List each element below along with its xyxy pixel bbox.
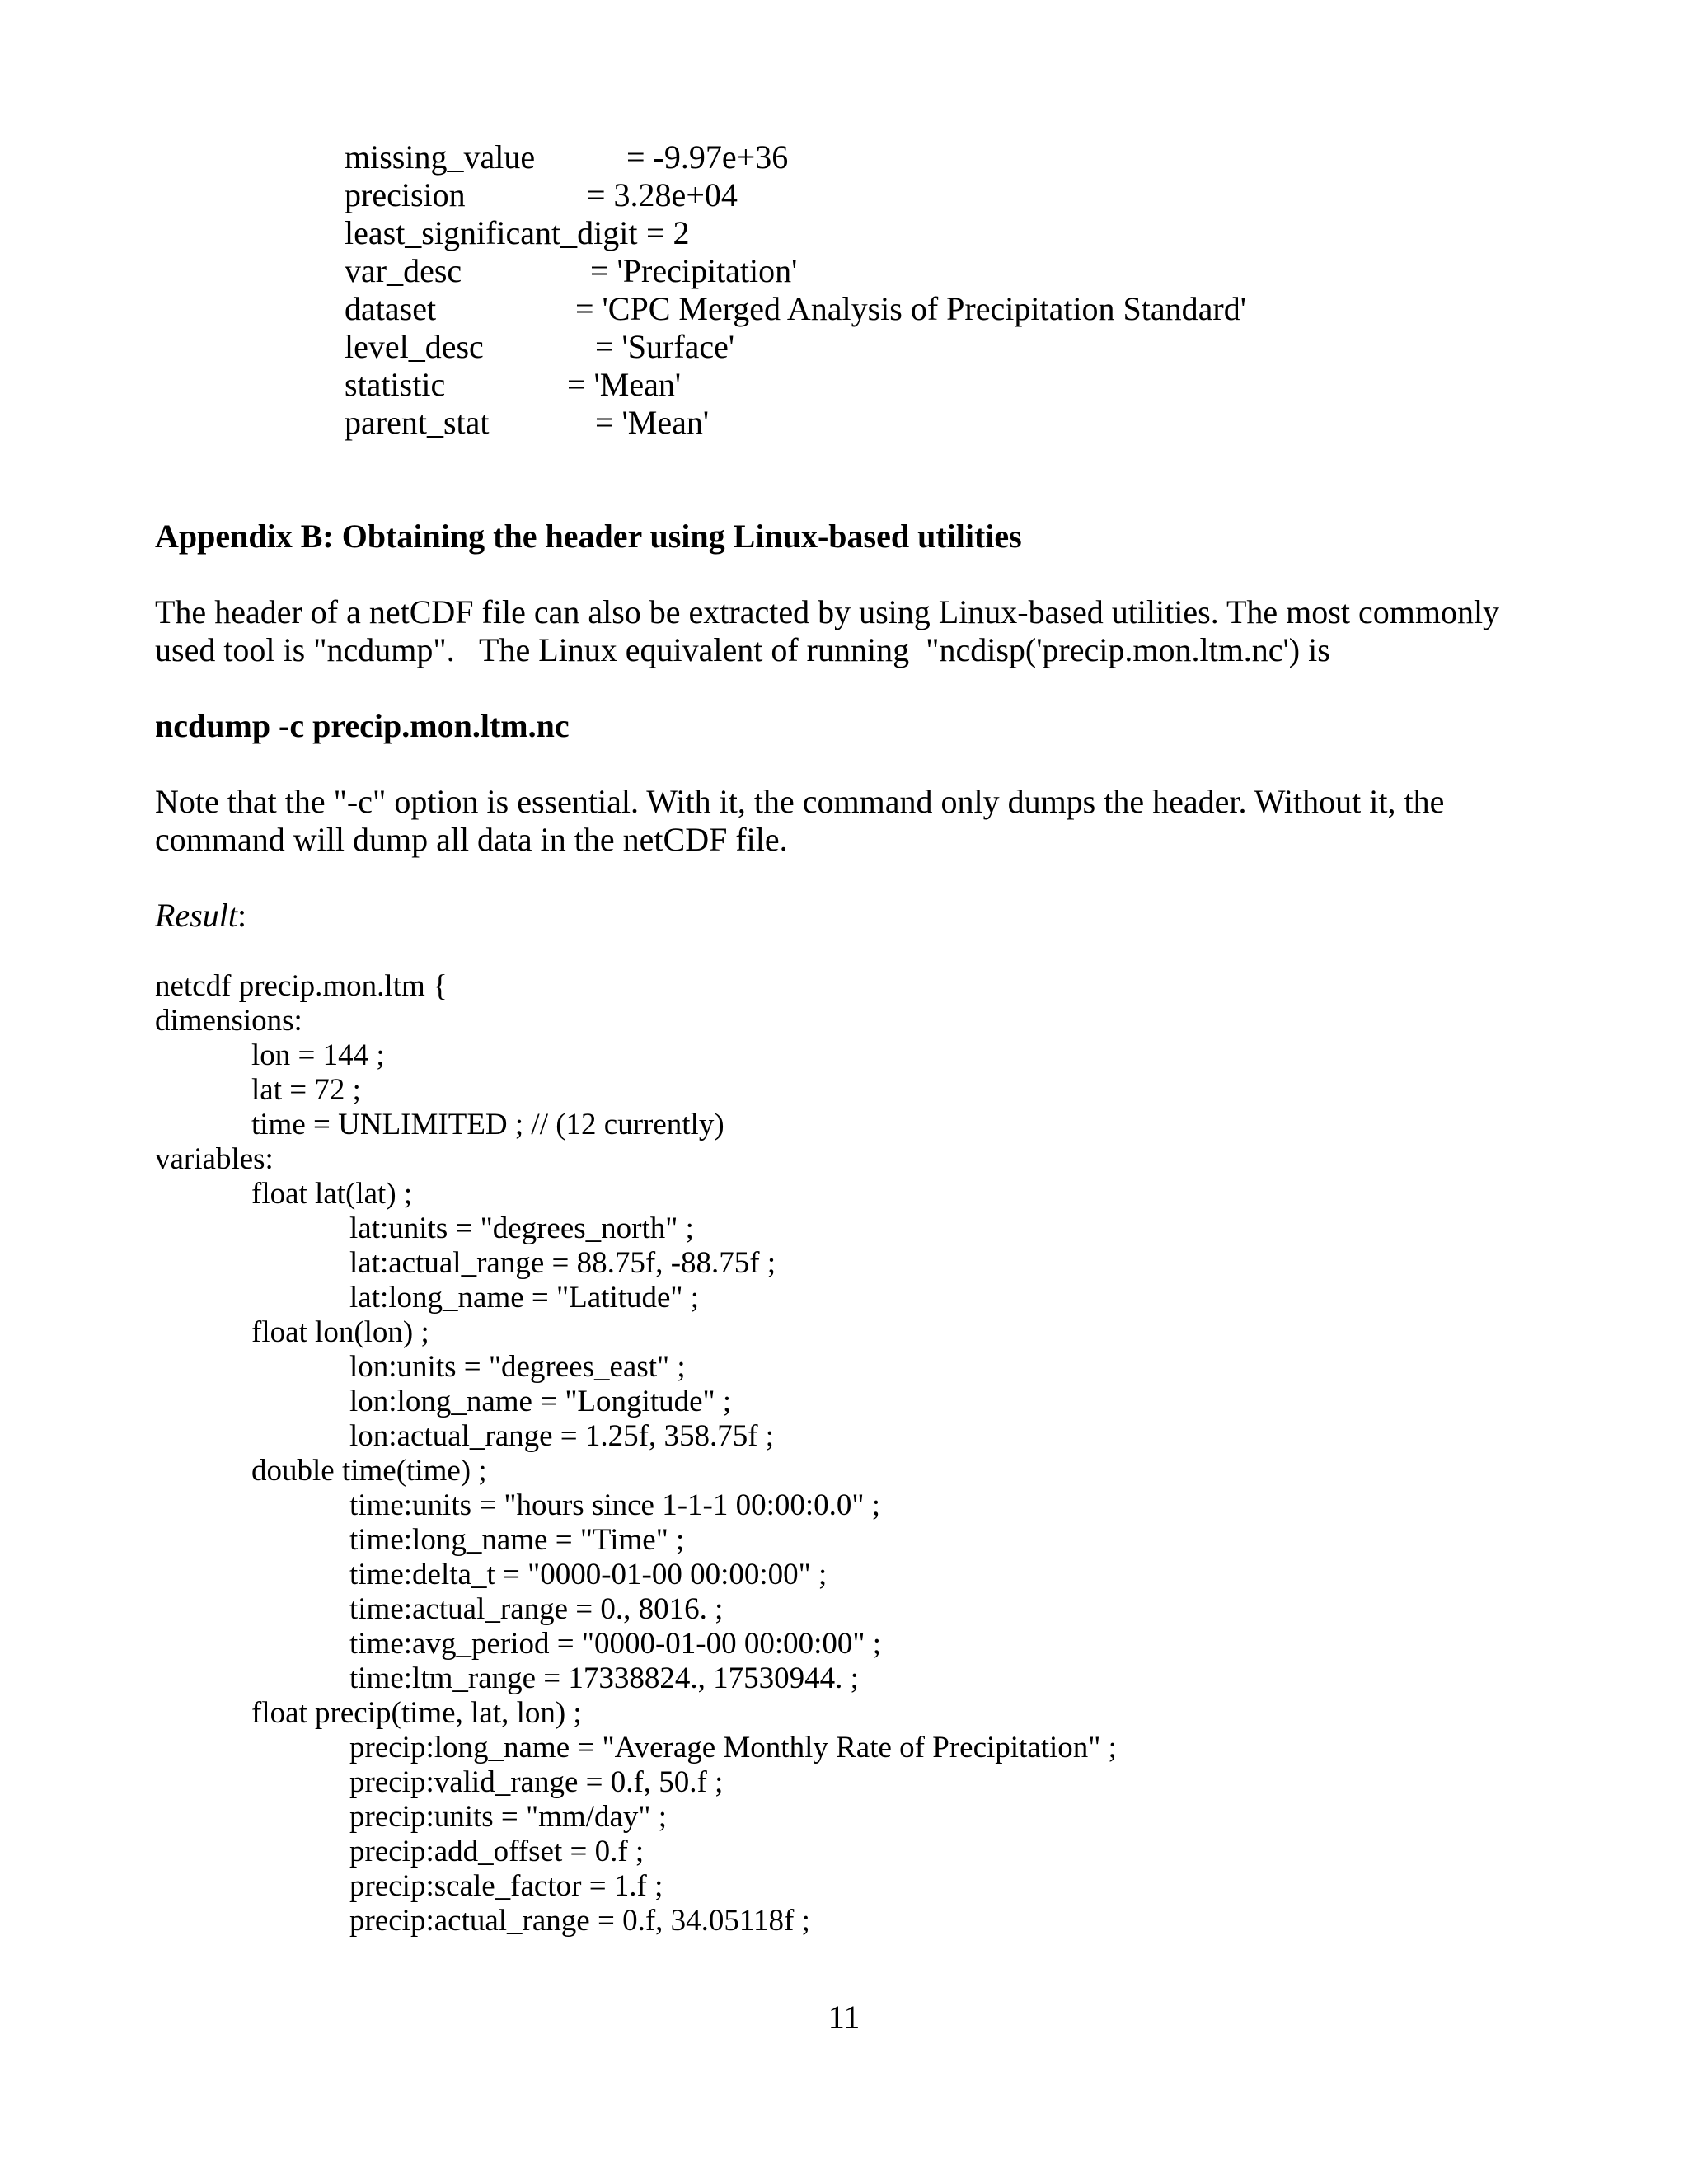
attr-name-level-desc: level_desc <box>345 328 484 365</box>
code-line: time:delta_t = "0000-01-00 00:00:00" ; <box>349 1558 828 1591</box>
code-line: lat:actual_range = 88.75f, -88.75f ; <box>349 1246 776 1280</box>
code-line: float lon(lon) ; <box>251 1315 429 1349</box>
code-line: float precip(time, lat, lon) ; <box>251 1696 582 1730</box>
appendix-heading: Appendix B: Obtaining the header using Linux-based utilities <box>155 518 1022 555</box>
code-line: lat:long_name = "Latitude" ; <box>349 1281 700 1315</box>
attr-name-dataset: dataset <box>345 290 437 327</box>
attr-value-dataset: = 'CPC Merged Analysis of Precipitation Standard' <box>575 290 1246 327</box>
intro-paragraph-line-1: The header of a netCDF file can also be extracted by using Linux-based utilities. The most commonly <box>155 593 1500 630</box>
code-line: precip:actual_range = 0.f, 34.05118f ; <box>349 1904 810 1938</box>
code-line: netcdf precip.mon.ltm { <box>155 969 448 1003</box>
attr-value-level-desc: = 'Surface' <box>595 328 735 365</box>
attr-name-parent-stat: parent_stat <box>345 404 490 441</box>
code-line: lat = 72 ; <box>251 1073 361 1107</box>
result-label-text: Result <box>155 897 237 934</box>
intro-paragraph-line-2: used tool is "ncdump". The Linux equivalent of running "ncdisp('precip.mon.ltm.nc') is <box>155 631 1330 668</box>
code-line: lon:long_name = "Longitude" ; <box>349 1385 732 1418</box>
code-line: time:units = "hours since 1-1-1 00:00:0.0" ; <box>349 1488 881 1522</box>
attr-value-statistic: = 'Mean' <box>567 366 682 403</box>
code-line: lon:actual_range = 1.25f, 358.75f ; <box>349 1419 775 1453</box>
attr-name-least-significant-digit: least_significant_digit <box>345 214 638 251</box>
code-line: time = UNLIMITED ; // (12 currently) <box>251 1108 724 1141</box>
attr-name-statistic: statistic <box>345 366 446 403</box>
code-line: precip:scale_factor = 1.f ; <box>349 1869 663 1903</box>
attr-name-var-desc: var_desc <box>345 252 462 289</box>
code-line: time:long_name = "Time" ; <box>349 1523 685 1557</box>
code-line: precip:long_name = "Average Monthly Rate of Precipitation" ; <box>349 1731 1117 1765</box>
code-line: time:avg_period = "0000-01-00 00:00:00" ; <box>349 1627 882 1661</box>
code-line: lat:units = "degrees_north" ; <box>349 1212 694 1245</box>
note-paragraph-line-2: command will dump all data in the netCDF file. <box>155 821 788 858</box>
ncdump-command: ncdump -c precip.mon.ltm.nc <box>155 707 570 744</box>
note-paragraph-line-1: Note that the "-c" option is essential. With it, the command only dumps the header. Without it, the <box>155 783 1445 820</box>
attr-value-var-desc: = 'Precipitation' <box>590 252 798 289</box>
code-line: precip:add_offset = 0.f ; <box>349 1835 645 1868</box>
result-label-colon: : <box>237 897 247 934</box>
attr-value-parent-stat: = 'Mean' <box>595 404 710 441</box>
code-line: float lat(lat) ; <box>251 1177 413 1211</box>
attr-name-missing-value: missing_value <box>345 138 536 176</box>
code-line: lon:units = "degrees_east" ; <box>349 1350 686 1384</box>
code-line: lon = 144 ; <box>251 1038 385 1072</box>
attr-value-missing-value: = -9.97e+36 <box>626 138 789 176</box>
code-line: precip:valid_range = 0.f, 50.f ; <box>349 1765 724 1799</box>
code-line: precip:units = "mm/day" ; <box>349 1800 668 1834</box>
attr-value-least-significant-digit: = 2 <box>646 214 690 251</box>
result-label <box>155 897 246 935</box>
page-number: 11 <box>828 1999 860 2036</box>
attr-value-precision: = 3.28e+04 <box>587 176 738 213</box>
code-line: time:actual_range = 0., 8016. ; <box>349 1592 724 1626</box>
code-line: time:ltm_range = 17338824., 17530944. ; <box>349 1661 859 1695</box>
attr-name-precision: precision <box>345 176 466 213</box>
code-line: dimensions: <box>155 1004 302 1038</box>
code-line: variables: <box>155 1142 274 1176</box>
code-line: double time(time) ; <box>251 1454 487 1488</box>
